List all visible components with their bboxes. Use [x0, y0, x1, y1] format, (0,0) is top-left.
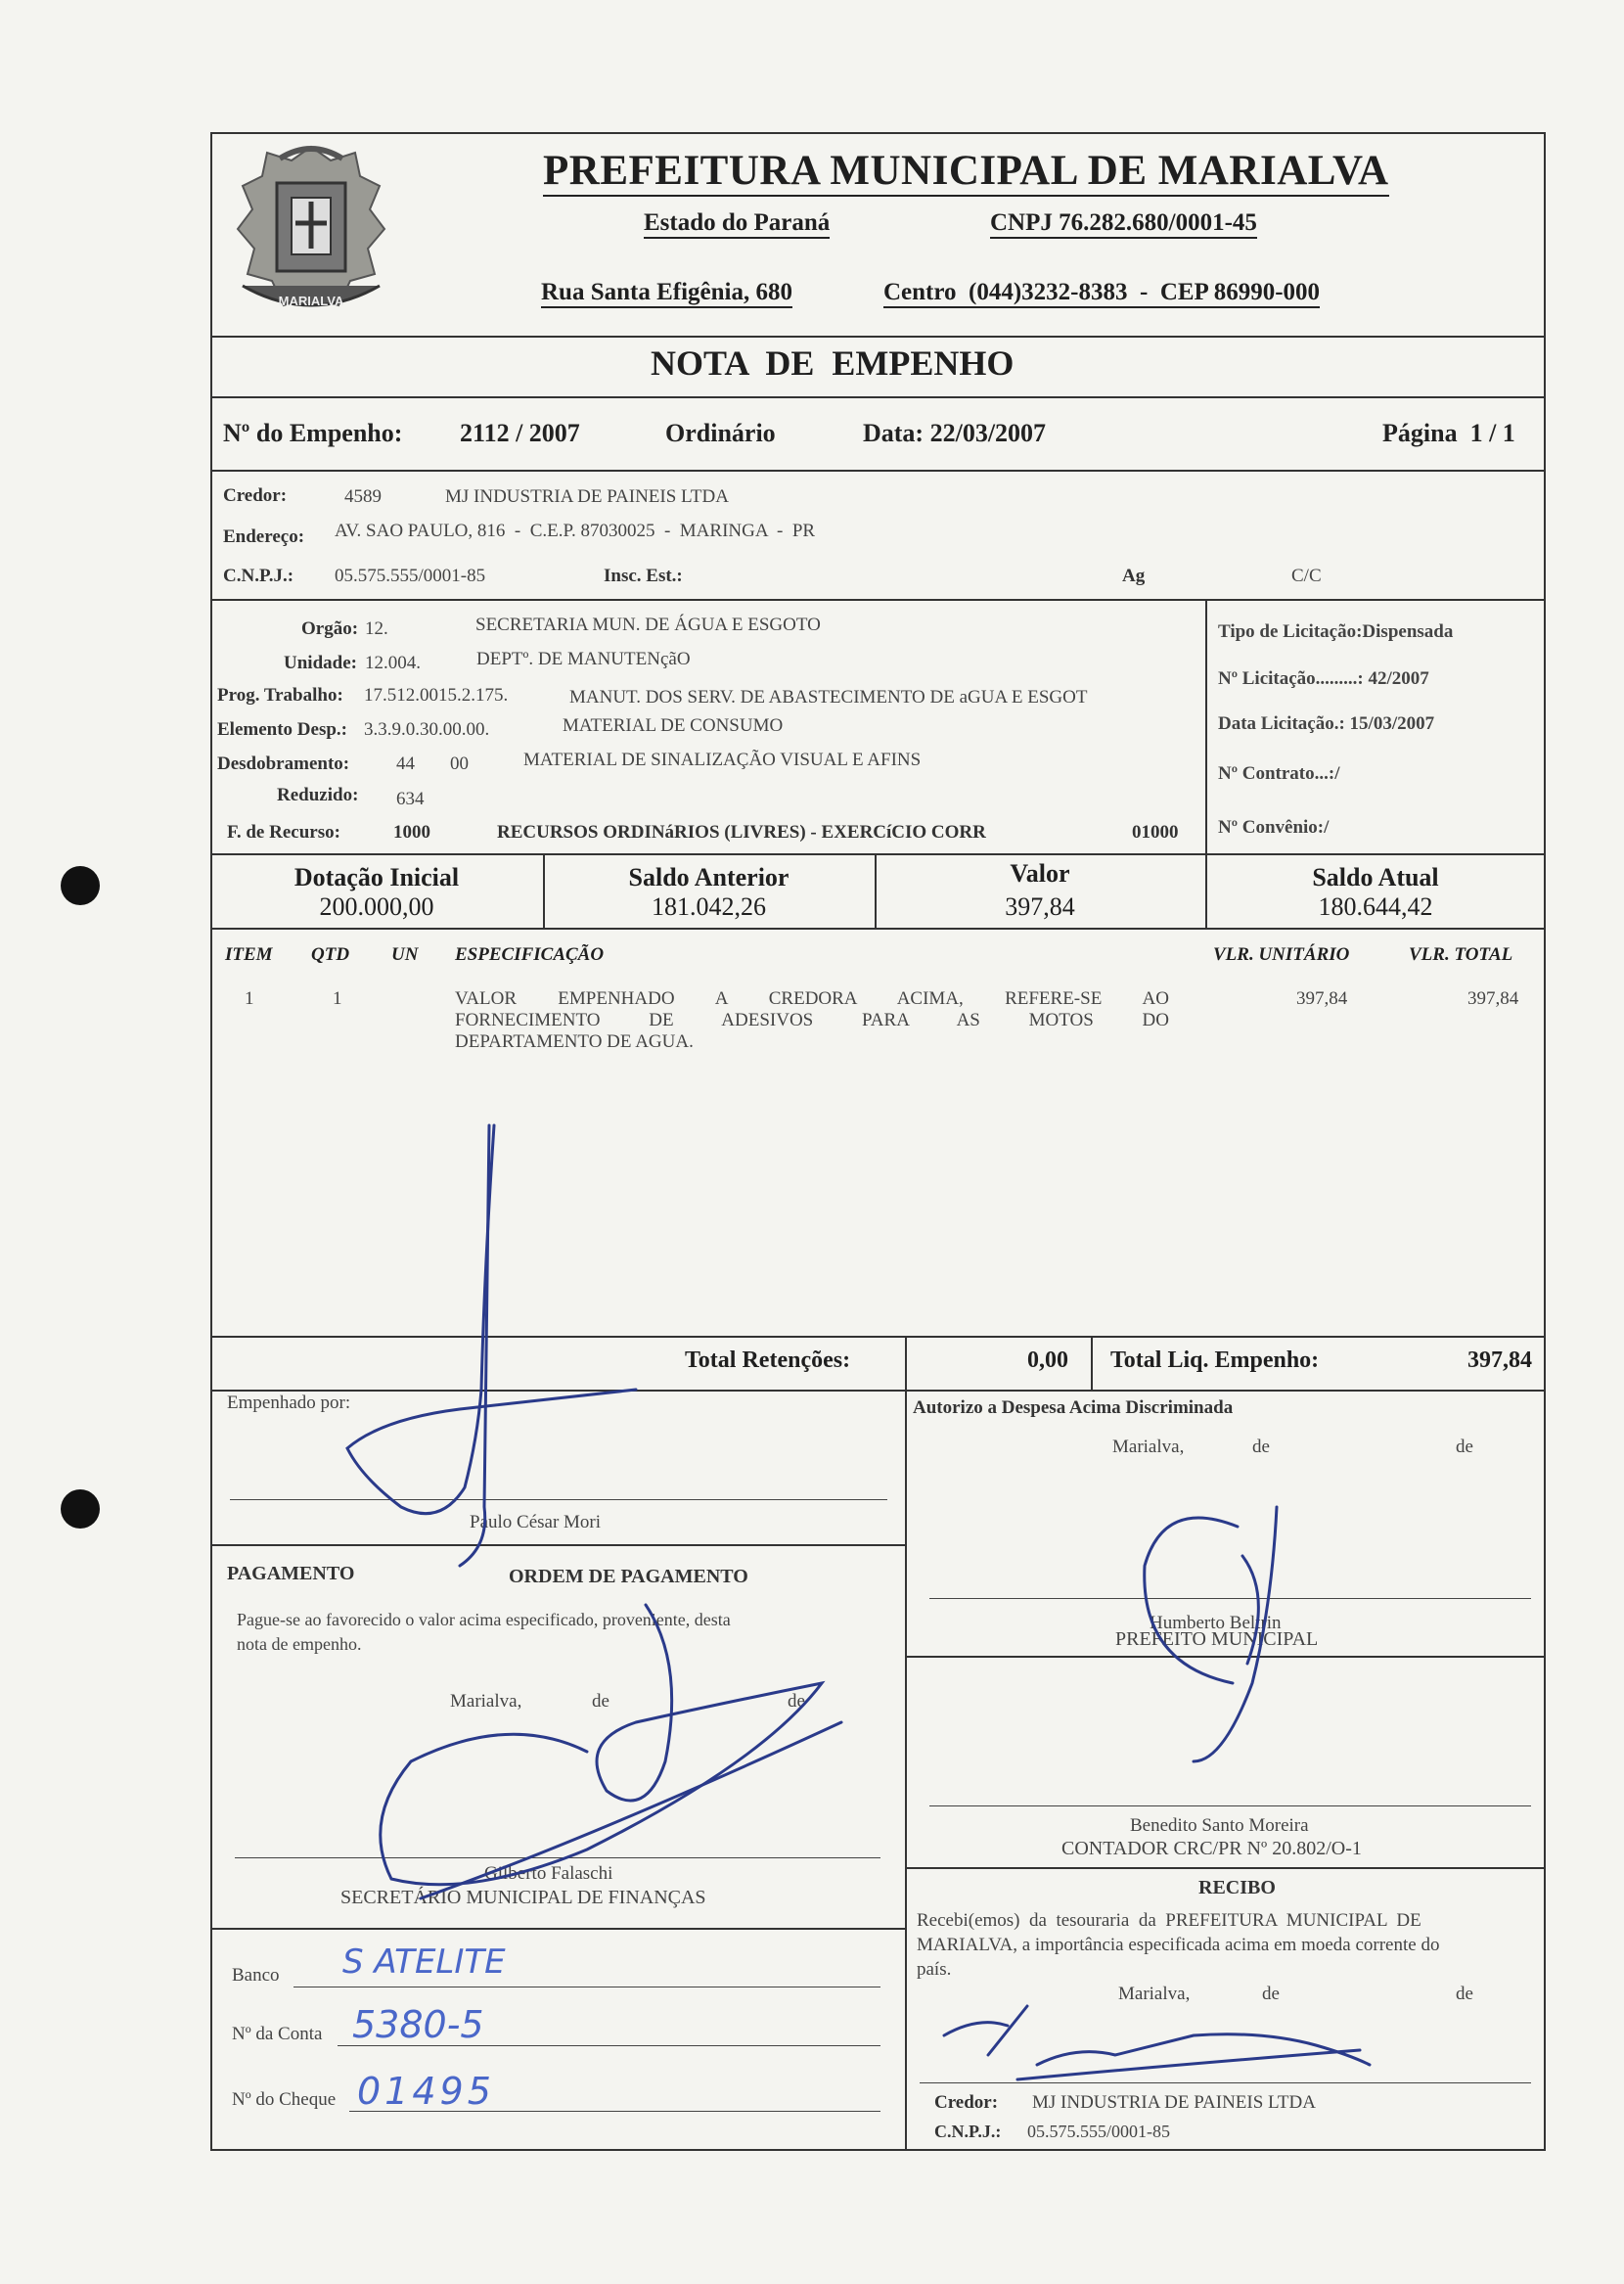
col-header-vlr-total: VLR. TOTAL: [1409, 944, 1513, 965]
divider: [210, 396, 1546, 398]
total-liq-value: 397,84: [1467, 1348, 1532, 1373]
ag-label: Ag: [1122, 566, 1146, 586]
spec-line: FORNECIMENTO DE ADESIVOS PARA AS MOTOS DO: [455, 1010, 1169, 1030]
empenhado-por-label: Empenhado por:: [227, 1393, 351, 1413]
recibo-credor-label: Credor:: [934, 2092, 999, 2113]
contador-title: CONTADOR CRC/PR Nº 20.802/O-1: [1061, 1838, 1362, 1859]
col-header-un: UN: [391, 944, 419, 965]
item-qtd: 1: [333, 988, 342, 1009]
col-header-qtd: QTD: [311, 944, 350, 965]
endereco-label: Endereço:: [223, 526, 305, 547]
prog-trabalho-code: 17.512.0015.2.175.: [364, 685, 509, 706]
unidade-desc: DEPTº. DE MANUTENçãO: [476, 649, 691, 669]
pagamento-de: de: [788, 1691, 805, 1712]
header-street: Rua Santa Efigênia, 680: [541, 279, 792, 308]
signature-line: [230, 1499, 887, 1500]
autorizo-label: Autorizo a Despesa Acima Discriminada: [913, 1397, 1234, 1418]
recibo-de: de: [1262, 1984, 1280, 2004]
prog-trabalho-label: Prog. Trabalho:: [217, 685, 343, 706]
item-unit-value: 397,84: [1296, 988, 1348, 1009]
divider: [210, 1544, 905, 1546]
recurso-desc: RECURSOS ORDINáRIOS (LIVRES) - EXERCíCIO CORR: [497, 822, 986, 843]
insc-est-label: Insc. Est.:: [604, 566, 683, 586]
pagamento-de: de: [592, 1691, 609, 1712]
saldo-anterior-label: Saldo Anterior: [628, 863, 789, 891]
svg-text:MARIALVA: MARIALVA: [278, 294, 344, 308]
signature-line: [929, 1598, 1531, 1599]
autorizo-de: de: [1252, 1437, 1270, 1457]
empenho-number-label: Nº do Empenho:: [223, 419, 403, 447]
autorizo-city: Marialva,: [1112, 1437, 1185, 1457]
endereco-value: AV. SAO PAULO, 816 - C.E.P. 87030025 - MARINGA - PR: [335, 521, 816, 541]
saldo-anterior-value: 181.042,26: [652, 892, 766, 921]
credor-cnpj-label: C.N.P.J.:: [223, 566, 294, 586]
divider: [210, 336, 1546, 338]
signature-line: [929, 1805, 1531, 1806]
credor-name: MJ INDUSTRIA DE PAINEIS LTDA: [445, 486, 729, 507]
banco-value: S ATELITE: [342, 1942, 506, 1982]
secretario-name: Gilberto Falaschi: [484, 1863, 613, 1884]
credor-cnpj-value: 05.575.555/0001-85: [335, 566, 486, 586]
valor-value: 397,84: [1005, 892, 1075, 921]
total-retencoes-label: Total Retenções:: [685, 1348, 851, 1373]
municipal-seal-icon: [223, 139, 399, 325]
cheque-value: 01495: [357, 2070, 495, 2113]
contador-name: Benedito Santo Moreira: [1130, 1815, 1309, 1836]
pagamento-label: PAGAMENTO: [227, 1563, 355, 1584]
pagamento-text: Pague-se ao favorecido o valor acima especificado, proveniente, desta: [237, 1610, 731, 1629]
divider: [210, 1336, 1546, 1338]
col-header-item: ITEM: [225, 944, 273, 965]
saldo-atual-value: 180.644,42: [1318, 892, 1433, 921]
numero-convenio: Nº Convênio:/: [1218, 817, 1330, 838]
orgao-label: Orgão:: [301, 618, 359, 639]
header-title: PREFEITURA MUNICIPAL DE MARIALVA: [543, 147, 1389, 197]
recibo-credor-name: MJ INDUSTRIA DE PAINEIS LTDA: [1032, 2092, 1316, 2113]
desdobramento-code2: 00: [450, 754, 469, 774]
recibo-text: país.: [917, 1959, 952, 1980]
divider: [905, 1867, 1546, 1869]
orgao-desc: SECRETARIA MUN. DE ÁGUA E ESGOTO: [475, 615, 821, 635]
header-address: Centro (044)3232-8383 - CEP 86990-000: [883, 279, 1320, 308]
pagamento-text: nota de empenho.: [237, 1634, 362, 1654]
spec-line: VALOR EMPENHADO A CREDORA ACIMA, REFERE-SE AO: [455, 988, 1169, 1009]
divider: [210, 853, 1546, 855]
signature-line: [235, 1857, 880, 1858]
recurso-label: F. de Recurso:: [227, 822, 340, 843]
divider: [210, 599, 1546, 601]
divider: [210, 470, 1546, 472]
empenho-date: Data: 22/03/2007: [863, 419, 1047, 447]
autorizo-de: de: [1456, 1437, 1473, 1457]
desdobramento-code: 44: [396, 754, 415, 774]
tipo-licitacao: Tipo de Licitação:Dispensada: [1218, 621, 1454, 642]
divider: [905, 1336, 907, 1390]
divider: [905, 1390, 907, 2151]
credor-label: Credor:: [223, 485, 288, 506]
orgao-code: 12.: [365, 618, 388, 639]
valor-label: Valor: [1010, 859, 1070, 888]
signature-line: [920, 2082, 1531, 2083]
recurso-code: 1000: [393, 822, 430, 843]
recibo-cnpj-label: C.N.P.J.:: [934, 2122, 1002, 2141]
recurso-code2: 01000: [1132, 822, 1179, 843]
item-number: 1: [245, 988, 254, 1009]
recibo-label: RECIBO: [1198, 1877, 1276, 1898]
empenho-type: Ordinário: [665, 419, 776, 447]
numero-licitacao: Nº Licitação.........: 42/2007: [1218, 668, 1429, 689]
desdobramento-desc: MATERIAL DE SINALIZAÇÃO VISUAL E AFINS: [523, 750, 922, 770]
total-retencoes-value: 0,00: [1027, 1348, 1068, 1373]
cc-label: C/C: [1291, 566, 1322, 586]
reduzido-value: 634: [396, 789, 425, 809]
conta-value: 5380-5: [352, 2003, 484, 2046]
elemento-desc: MATERIAL DE CONSUMO: [563, 715, 784, 736]
total-liq-label: Total Liq. Empenho:: [1110, 1348, 1320, 1373]
divider: [210, 928, 1546, 930]
divider: [1205, 599, 1207, 853]
data-licitacao: Data Licitação.: 15/03/2007: [1218, 713, 1435, 734]
recibo-text: Recebi(emos) da tesouraria da PREFEITURA MUNICIPAL DE: [917, 1910, 1421, 1931]
secretario-title: SECRETÁRIO MUNICIPAL DE FINANÇAS: [340, 1887, 706, 1908]
banco-label: Banco: [232, 1965, 280, 1986]
col-header-vlr-unitario: VLR. UNITÁRIO: [1213, 944, 1350, 965]
empenho-number: 2112 / 2007: [460, 419, 580, 447]
recibo-city: Marialva,: [1118, 1984, 1191, 2004]
unidade-label: Unidade:: [284, 653, 357, 673]
item-specification: [455, 988, 1169, 1053]
punch-hole-bottom: [61, 1489, 100, 1529]
spec-line: DEPARTAMENTO DE AGUA.: [455, 1031, 694, 1052]
page-number: Página 1 / 1: [1382, 419, 1515, 447]
recibo-text: MARIALVA, a importância especificada acima em moeda corrente do: [917, 1935, 1440, 1955]
reduzido-label: Reduzido:: [277, 785, 359, 805]
prefeito-name: Humberto Beltrin: [1150, 1613, 1282, 1633]
elemento-code: 3.3.9.0.30.00.00.: [364, 719, 490, 740]
divider: [210, 1928, 905, 1930]
empenhado-por-name: Paulo César Mori: [470, 1512, 602, 1532]
dotacao-inicial-value: 200.000,00: [319, 892, 434, 921]
conta-label: Nº da Conta: [232, 2024, 323, 2044]
numero-contrato: Nº Contrato...:/: [1218, 763, 1340, 784]
punch-hole-top: [61, 866, 100, 905]
recibo-de: de: [1456, 1984, 1473, 2004]
divider: [905, 1656, 1546, 1658]
elemento-label: Elemento Desp.:: [217, 719, 347, 740]
cheque-label: Nº do Cheque: [232, 2089, 337, 2110]
divider: [210, 1390, 1546, 1392]
unidade-code: 12.004.: [365, 653, 421, 673]
doc-title: NOTA DE EMPENHO: [651, 343, 1015, 383]
prefeito-title: PREFEITO MUNICIPAL: [1115, 1628, 1319, 1650]
saldo-atual-label: Saldo Atual: [1312, 863, 1439, 891]
pagamento-city: Marialva,: [450, 1691, 522, 1712]
prog-trabalho-desc: MANUT. DOS SERV. DE ABASTECIMENTO DE aGUA E ESGOT: [569, 687, 1088, 708]
desdobramento-label: Desdobramento:: [217, 754, 350, 774]
header-cnpj: CNPJ 76.282.680/0001-45: [990, 209, 1257, 239]
dotacao-inicial-label: Dotação Inicial: [293, 863, 460, 891]
ordem-pagamento-label: ORDEM DE PAGAMENTO: [509, 1566, 748, 1587]
credor-code: 4589: [344, 486, 382, 507]
recibo-cnpj-value: 05.575.555/0001-85: [1027, 2122, 1170, 2141]
header-state: Estado do Paraná: [644, 209, 830, 239]
item-total-value: 397,84: [1467, 988, 1519, 1009]
col-header-especificacao: ESPECIFICAÇÃO: [455, 944, 605, 965]
divider: [1091, 1336, 1093, 1390]
